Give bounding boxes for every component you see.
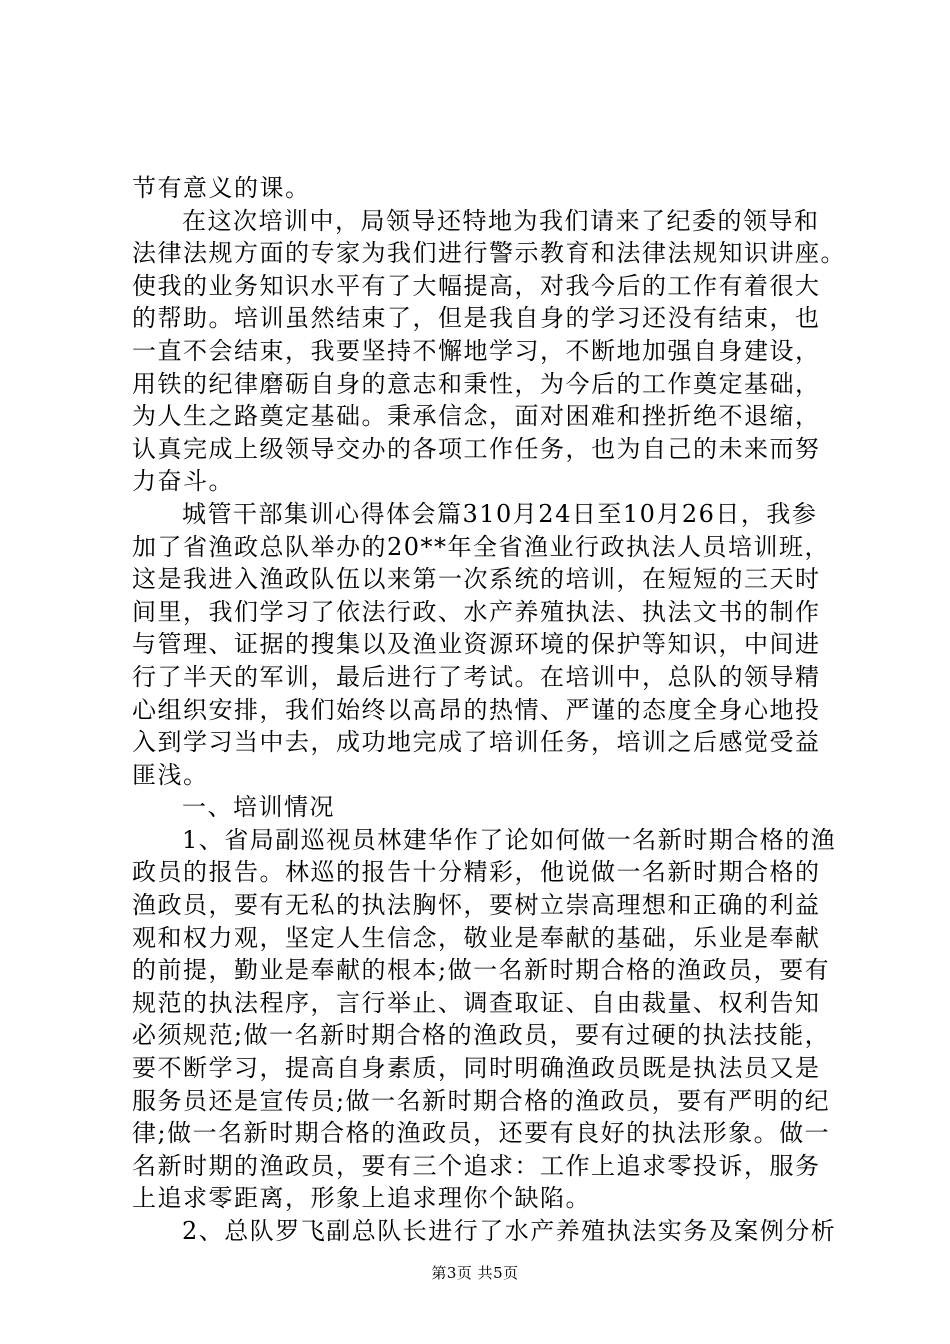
text-line: 节有意义的课。 xyxy=(132,174,311,202)
text-line: 这是我进入渔政队伍以来第一次系统的培训，在短短的三天时 xyxy=(132,565,821,594)
document-body xyxy=(132,172,846,1248)
text-line: 行了半天的军训，最后进行了考试。在培训中，总队的领导精 xyxy=(132,662,821,691)
text-line: 一、培训情况 xyxy=(182,793,335,822)
text-line: 名新时期的渔政员，要有三个追求：工作上追求零投诉，服务 xyxy=(132,1151,821,1180)
text-line: 法律法规方面的专家为我们进行警示教育和法律法规知识讲座。 xyxy=(132,239,846,268)
text-line: 2、总队罗飞副总队长进行了水产养殖执法实务及案例分析 xyxy=(182,1217,837,1245)
text-line: 上追求零距离，形象上追求理你个缺陷。 xyxy=(132,1184,591,1213)
text-line: 匪浅。 xyxy=(132,760,209,789)
text-line: 渔政员，要有无私的执法胸怀，要树立崇高理想和正确的利益 xyxy=(132,891,821,920)
text-line: 的帮助。培训虽然结束了，但是我自身的学习还没有结束，也 xyxy=(132,304,821,333)
page-footer: 第3页 共5页 xyxy=(431,1264,519,1282)
text-line: 认真完成上级领导交办的各项工作任务，也为自己的未来而努 xyxy=(132,434,821,463)
text-line: 1、省局副巡视员林建华作了论如何做一名新时期合格的渔 xyxy=(182,825,837,854)
text-line: 律;做一名新时期合格的渔政员，还要有良好的执法形象。做一 xyxy=(132,1119,831,1148)
text-line: 使我的业务知识水平有了大幅提高，对我今后的工作有着很大 xyxy=(132,271,821,300)
text-line: 心组织安排，我们始终以高昂的热情、严谨的态度全身心地投 xyxy=(132,695,821,724)
text-line: 必须规范;做一名新时期合格的渔政员，要有过硬的执法技能， xyxy=(132,1021,831,1050)
text-line: 一直不会结束，我要坚持不懈地学习，不断地加强自身建设， xyxy=(132,336,821,365)
text-line: 为人生之路奠定基础。秉承信念，面对困难和挫折绝不退缩， xyxy=(132,402,821,431)
text-line: 力奋斗。 xyxy=(132,467,234,496)
text-line: 的前提，勤业是奉献的根本;做一名新时期合格的渔政员，要有 xyxy=(132,956,831,985)
text-line: 要不断学习，提高自身素质，同时明确渔政员既是执法员又是 xyxy=(132,1054,821,1083)
text-line: 加了省渔政总队举办的20**年全省渔业行政执法人员培训班， xyxy=(132,532,831,561)
text-line: 城管干部集训心得体会篇310月24日至10月26日，我参 xyxy=(182,499,818,528)
text-line: 与管理、证据的搜集以及渔业资源环境的保护等知识，中间进 xyxy=(132,630,821,659)
text-line: 观和权力观，坚定人生信念，敬业是奉献的基础，乐业是奉献 xyxy=(132,923,821,952)
text-line: 服务员还是宣传员;做一名新时期合格的渔政员，要有严明的纪 xyxy=(132,1086,831,1115)
text-line: 规范的执法程序，言行举止、调查取证、自由裁量、权利告知 xyxy=(132,988,821,1017)
text-line: 间里，我们学习了依法行政、水产养殖执法、执法文书的制作 xyxy=(132,597,821,626)
text-line: 在这次培训中，局领导还特地为我们请来了纪委的领导和 xyxy=(182,206,820,235)
text-line: 政员的报告。林巡的报告十分精彩，他说做一名新时期合格的 xyxy=(132,858,821,887)
text-line: 入到学习当中去，成功地完成了培训任务，培训之后感觉受益 xyxy=(132,728,821,757)
text-line: 用铁的纪律磨砺自身的意志和秉性，为今后的工作奠定基础， xyxy=(132,369,821,398)
